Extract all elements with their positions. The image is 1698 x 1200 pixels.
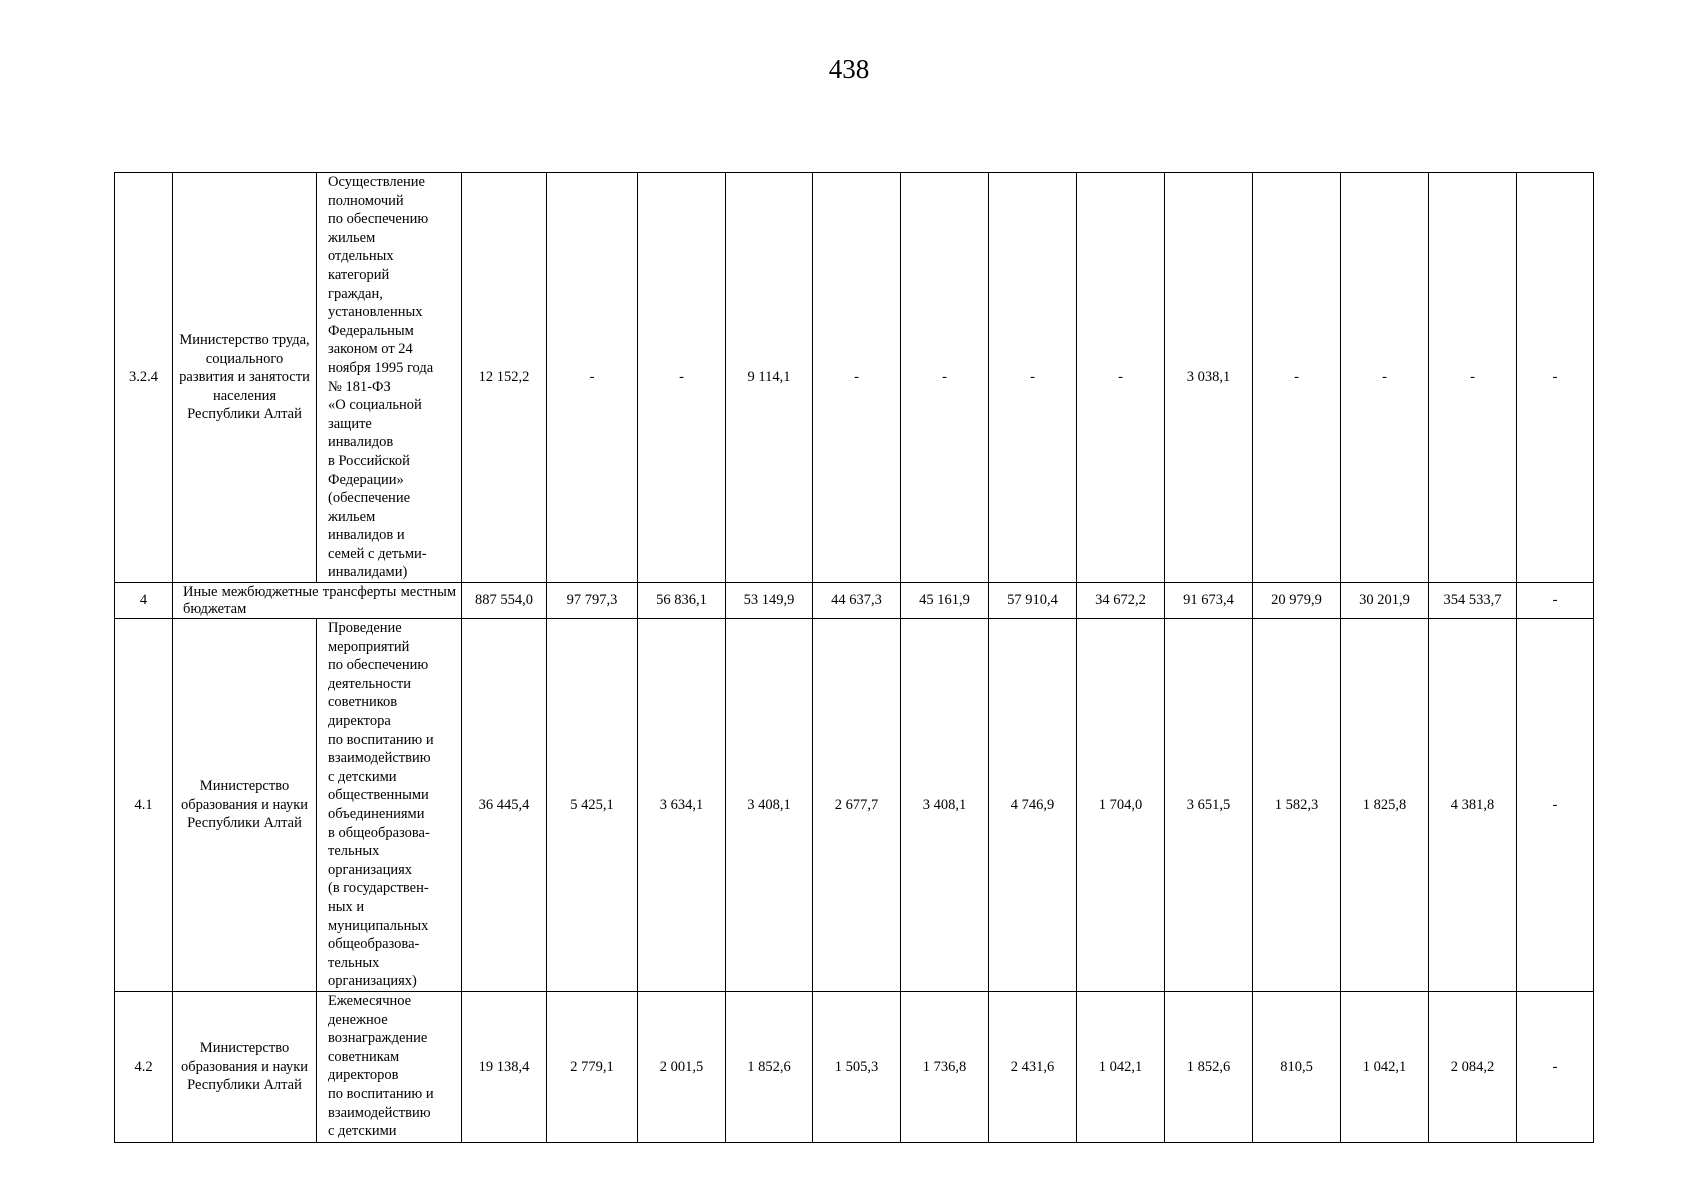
description-line: денежное	[328, 1011, 388, 1028]
description-line: ноября 1995 года	[328, 359, 434, 376]
description-line: по воспитанию и	[328, 1086, 434, 1103]
description-line: директора	[328, 713, 391, 730]
description-line: в Российской	[328, 452, 410, 469]
description-line: Проведение	[328, 620, 402, 637]
description-line: жильем	[328, 229, 376, 246]
value-cell: 3 038,1	[1165, 173, 1253, 583]
measure-description	[317, 992, 462, 1143]
value-cell: 5 425,1	[547, 619, 638, 992]
description-line: советников	[328, 694, 398, 711]
budget-table	[114, 172, 1594, 1143]
value-cell: 4 746,9	[989, 619, 1077, 992]
value-cell: 2 431,6	[989, 992, 1077, 1143]
description-line: директоров	[328, 1067, 399, 1084]
table-row	[115, 583, 1594, 619]
description-line: общеобразова-	[328, 936, 420, 953]
description-line: с детскими	[328, 1123, 397, 1140]
description-line: полномочий	[328, 192, 404, 209]
value-cell: 3 408,1	[901, 619, 989, 992]
value-cell: 57 910,4	[989, 583, 1077, 619]
description-line: Федеральным	[328, 322, 414, 339]
measure-description	[317, 619, 462, 992]
value-cell: 53 149,9	[726, 583, 813, 619]
table-row	[115, 619, 1594, 992]
description-line: семей с детьми-	[328, 545, 427, 562]
value-cell: -	[547, 173, 638, 583]
value-cell: 810,5	[1253, 992, 1341, 1143]
table-row	[115, 992, 1594, 1143]
description-line: установленных	[328, 304, 423, 321]
value-cell: 1 736,8	[901, 992, 989, 1143]
value-cell: 1 582,3	[1253, 619, 1341, 992]
description-line: муниципальных	[328, 917, 429, 934]
value-cell: 1 042,1	[1341, 992, 1429, 1143]
row-number: 3.2.4	[115, 173, 173, 583]
description-line: в общеобразова-	[328, 824, 430, 841]
description-line: № 181-ФЗ	[328, 378, 391, 395]
value-cell: 887 554,0	[462, 583, 547, 619]
description-line: общественными	[328, 787, 429, 804]
description-line: категорий	[328, 266, 390, 283]
description-line: по воспитанию и	[328, 731, 434, 748]
value-cell: -	[1341, 173, 1429, 583]
responsible-organization: Министерство труда, социального развития и занятости населения Республики Алтай	[173, 173, 317, 583]
description-line: взаимодействию	[328, 1104, 431, 1121]
value-cell: -	[1517, 619, 1594, 992]
description-line: «О социальной	[328, 397, 422, 414]
value-cell: -	[989, 173, 1077, 583]
row-number: 4	[115, 583, 173, 619]
description-line: законом от 24	[328, 341, 413, 358]
row-number: 4.1	[115, 619, 173, 992]
description-line: мероприятий	[328, 638, 410, 655]
value-cell: 3 651,5	[1165, 619, 1253, 992]
value-cell: 97 797,3	[547, 583, 638, 619]
description-line: советникам	[328, 1048, 400, 1065]
value-cell: 44 637,3	[813, 583, 901, 619]
description-line: инвалидов и	[328, 527, 405, 544]
value-cell: 91 673,4	[1165, 583, 1253, 619]
value-cell: -	[901, 173, 989, 583]
table-row	[115, 173, 1594, 583]
value-cell: 1 825,8	[1341, 619, 1429, 992]
value-cell: 19 138,4	[462, 992, 547, 1143]
description-line: организациях)	[328, 973, 417, 990]
value-cell: 2 677,7	[813, 619, 901, 992]
value-cell: 3 408,1	[726, 619, 813, 992]
description-line: защите	[328, 415, 372, 432]
value-cell: -	[813, 173, 901, 583]
value-cell: 354 533,7	[1429, 583, 1517, 619]
value-cell: -	[1517, 583, 1594, 619]
value-cell: 34 672,2	[1077, 583, 1165, 619]
description-line: Ежемесячное	[328, 993, 412, 1010]
value-cell: 45 161,9	[901, 583, 989, 619]
value-cell: 1 852,6	[1165, 992, 1253, 1143]
row-number: 4.2	[115, 992, 173, 1143]
value-cell: 2 084,2	[1429, 992, 1517, 1143]
value-cell: -	[1077, 173, 1165, 583]
description-line: взаимодействию	[328, 750, 431, 767]
value-cell: 36 445,4	[462, 619, 547, 992]
value-cell: 3 634,1	[638, 619, 726, 992]
value-cell: 4 381,8	[1429, 619, 1517, 992]
description-line: по обеспечению	[328, 657, 429, 674]
value-cell: 1 704,0	[1077, 619, 1165, 992]
description-line: инвалидов	[328, 434, 394, 451]
description-line: с детскими	[328, 768, 397, 785]
description-line: ных и	[328, 898, 365, 915]
description-line: объединениями	[328, 806, 425, 822]
description-line: (обеспечение	[328, 490, 411, 507]
description-line: граждан,	[328, 285, 383, 302]
description-line: жильем	[328, 508, 376, 525]
value-cell: 9 114,1	[726, 173, 813, 583]
description-line: по обеспечению	[328, 211, 429, 228]
value-cell: -	[1517, 173, 1594, 583]
description-line: тельных	[328, 843, 380, 860]
value-cell: 2 001,5	[638, 992, 726, 1143]
value-cell: 1 042,1	[1077, 992, 1165, 1143]
description-line: Осуществление	[328, 174, 425, 190]
description-line: деятельности	[328, 675, 412, 692]
description-line: организациях	[328, 861, 413, 878]
measure-description	[317, 173, 462, 583]
description-line: (в государствен-	[328, 880, 429, 897]
value-cell: 20 979,9	[1253, 583, 1341, 619]
value-cell: 1 505,3	[813, 992, 901, 1143]
value-cell: -	[1429, 173, 1517, 583]
value-cell: -	[1253, 173, 1341, 583]
description-line: отдельных	[328, 248, 394, 265]
page-number: 438	[828, 54, 870, 84]
value-cell: 2 779,1	[547, 992, 638, 1143]
value-cell: -	[1517, 992, 1594, 1143]
value-cell: 56 836,1	[638, 583, 726, 619]
description-line: Федерации»	[328, 471, 404, 488]
responsible-organization: Министерство образования и науки Республики Алтай	[173, 619, 317, 992]
description-line: вознаграждение	[328, 1030, 428, 1047]
value-cell: -	[638, 173, 726, 583]
value-cell: 12 152,2	[462, 173, 547, 583]
responsible-organization: Министерство образования и науки Республики Алтай	[173, 992, 317, 1143]
value-cell: 30 201,9	[1341, 583, 1429, 619]
value-cell: 1 852,6	[726, 992, 813, 1143]
description-line: инвалидами)	[328, 564, 408, 581]
description-line: тельных	[328, 954, 380, 971]
row-description: Иные межбюджетные трансферты местным бюджетам	[173, 583, 462, 619]
